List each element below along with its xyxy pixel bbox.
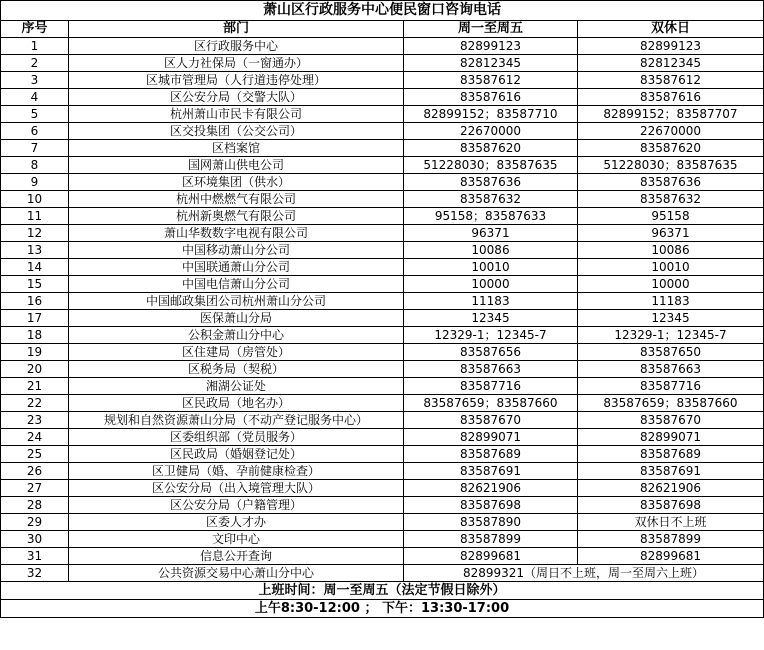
cell-department: 区民政局（婚姻登记处） bbox=[69, 446, 404, 463]
table-row bbox=[1, 310, 764, 327]
table-row bbox=[1, 293, 764, 310]
cell-weekend: 83587636 bbox=[578, 174, 764, 191]
cell-department: 规划和自然资源萧山分局（不动产登记服务中心） bbox=[69, 412, 404, 429]
cell-weekend: 83587663 bbox=[578, 361, 764, 378]
cell-department: 区卫健局（婚、孕前健康检查） bbox=[69, 463, 404, 480]
cell-weekday: 83587636 bbox=[404, 174, 578, 191]
cell-index: 11 bbox=[1, 208, 69, 225]
cell-weekday: 83587612 bbox=[404, 72, 578, 89]
cell-merged-note: 82899321（周日不上班，周一至周六上班） bbox=[404, 565, 764, 582]
table-row bbox=[1, 429, 764, 446]
cell-index: 15 bbox=[1, 276, 69, 293]
cell-index: 30 bbox=[1, 531, 69, 548]
cell-index: 16 bbox=[1, 293, 69, 310]
table-row bbox=[1, 72, 764, 89]
table-row bbox=[1, 191, 764, 208]
cell-weekday: 83587632 bbox=[404, 191, 578, 208]
cell-weekday: 51228030；83587635 bbox=[404, 157, 578, 174]
cell-weekend: 51228030；83587635 bbox=[578, 157, 764, 174]
cell-department: 区委组织部（党员服务） bbox=[69, 429, 404, 446]
table-row bbox=[1, 106, 764, 123]
cell-index: 10 bbox=[1, 191, 69, 208]
cell-weekday: 83587656 bbox=[404, 344, 578, 361]
header-row bbox=[1, 21, 764, 38]
table-row bbox=[1, 565, 764, 582]
cell-department: 萧山华数数字电视有限公司 bbox=[69, 225, 404, 242]
cell-department: 区公安分局（交警大队） bbox=[69, 89, 404, 106]
cell-weekday: 82621906 bbox=[404, 480, 578, 497]
cell-weekend: 83587620 bbox=[578, 140, 764, 157]
cell-index: 8 bbox=[1, 157, 69, 174]
cell-weekday: 10000 bbox=[404, 276, 578, 293]
cell-weekend: 83587689 bbox=[578, 446, 764, 463]
table-row bbox=[1, 395, 764, 412]
cell-weekday: 82899681 bbox=[404, 548, 578, 565]
table-title: 萧山区行政服务中心便民窗口咨询电话 bbox=[1, 1, 764, 21]
cell-department: 中国联通萧山分公司 bbox=[69, 259, 404, 276]
cell-index: 27 bbox=[1, 480, 69, 497]
cell-department: 区税务局（契税） bbox=[69, 361, 404, 378]
table-row bbox=[1, 89, 764, 106]
cell-index: 17 bbox=[1, 310, 69, 327]
cell-weekend: 83587698 bbox=[578, 497, 764, 514]
table-row bbox=[1, 361, 764, 378]
cell-weekday: 82812345 bbox=[404, 55, 578, 72]
footer-detail-row bbox=[1, 600, 764, 618]
cell-index: 18 bbox=[1, 327, 69, 344]
cell-weekend: 12345 bbox=[578, 310, 764, 327]
cell-weekday: 22670000 bbox=[404, 123, 578, 140]
cell-weekend: 83587691 bbox=[578, 463, 764, 480]
cell-index: 31 bbox=[1, 548, 69, 565]
cell-weekday: 11183 bbox=[404, 293, 578, 310]
cell-index: 29 bbox=[1, 514, 69, 531]
cell-index: 9 bbox=[1, 174, 69, 191]
cell-index: 1 bbox=[1, 38, 69, 55]
table-row bbox=[1, 327, 764, 344]
cell-weekend: 10086 bbox=[578, 242, 764, 259]
cell-department: 区人力社保局（一窗通办） bbox=[69, 55, 404, 72]
cell-department: 区公安分局（出入境管理大队） bbox=[69, 480, 404, 497]
cell-weekday: 83587659；83587660 bbox=[404, 395, 578, 412]
cell-department: 信息公开查询 bbox=[69, 548, 404, 565]
cell-weekday: 83587616 bbox=[404, 89, 578, 106]
table-row bbox=[1, 480, 764, 497]
cell-index: 6 bbox=[1, 123, 69, 140]
table-row bbox=[1, 208, 764, 225]
cell-weekday: 82899071 bbox=[404, 429, 578, 446]
cell-weekday: 10010 bbox=[404, 259, 578, 276]
table-row bbox=[1, 38, 764, 55]
cell-department: 区公安分局（户籍管理） bbox=[69, 497, 404, 514]
cell-weekday: 95158；83587633 bbox=[404, 208, 578, 225]
cell-weekend: 83587899 bbox=[578, 531, 764, 548]
cell-weekday: 83587716 bbox=[404, 378, 578, 395]
table-row bbox=[1, 259, 764, 276]
cell-index: 25 bbox=[1, 446, 69, 463]
cell-index: 14 bbox=[1, 259, 69, 276]
cell-weekday: 83587698 bbox=[404, 497, 578, 514]
cell-weekday: 12345 bbox=[404, 310, 578, 327]
cell-index: 3 bbox=[1, 72, 69, 89]
table-row bbox=[1, 412, 764, 429]
cell-weekday: 83587691 bbox=[404, 463, 578, 480]
cell-department: 杭州萧山市民卡有限公司 bbox=[69, 106, 404, 123]
cell-index: 20 bbox=[1, 361, 69, 378]
table-row bbox=[1, 531, 764, 548]
title-row bbox=[1, 1, 764, 21]
office-hours-label: 上班时间：周一至周五（法定节假日除外） bbox=[1, 582, 764, 600]
cell-department: 中国电信萧山分公司 bbox=[69, 276, 404, 293]
cell-weekday: 83587890 bbox=[404, 514, 578, 531]
header-index: 序号 bbox=[1, 21, 69, 38]
table-row bbox=[1, 174, 764, 191]
cell-weekday: 83587670 bbox=[404, 412, 578, 429]
cell-weekday: 82899152；83587710 bbox=[404, 106, 578, 123]
cell-department: 中国邮政集团公司杭州萧山分公司 bbox=[69, 293, 404, 310]
header-department: 部门 bbox=[69, 21, 404, 38]
cell-department: 公共资源交易中心萧山分中心 bbox=[69, 565, 404, 582]
cell-weekday: 83587663 bbox=[404, 361, 578, 378]
cell-weekday: 83587620 bbox=[404, 140, 578, 157]
cell-index: 23 bbox=[1, 412, 69, 429]
cell-department: 区住建局（房管处） bbox=[69, 344, 404, 361]
cell-department: 中国移动萧山分公司 bbox=[69, 242, 404, 259]
cell-department: 湘湖公证处 bbox=[69, 378, 404, 395]
cell-department: 区民政局（地名办） bbox=[69, 395, 404, 412]
cell-weekend: 96371 bbox=[578, 225, 764, 242]
cell-weekend: 22670000 bbox=[578, 123, 764, 140]
cell-weekend: 82899681 bbox=[578, 548, 764, 565]
cell-index: 24 bbox=[1, 429, 69, 446]
table-row bbox=[1, 123, 764, 140]
cell-weekday: 96371 bbox=[404, 225, 578, 242]
cell-department: 公积金萧山分中心 bbox=[69, 327, 404, 344]
footer-hours-row bbox=[1, 582, 764, 600]
cell-weekday: 82899123 bbox=[404, 38, 578, 55]
table-row bbox=[1, 497, 764, 514]
cell-index: 32 bbox=[1, 565, 69, 582]
cell-weekday: 12329-1；12345-7 bbox=[404, 327, 578, 344]
cell-weekday: 83587899 bbox=[404, 531, 578, 548]
cell-department: 杭州中燃燃气有限公司 bbox=[69, 191, 404, 208]
cell-index: 28 bbox=[1, 497, 69, 514]
cell-department: 区行政服务中心 bbox=[69, 38, 404, 55]
cell-weekend: 82899071 bbox=[578, 429, 764, 446]
table-row bbox=[1, 514, 764, 531]
cell-weekday: 83587689 bbox=[404, 446, 578, 463]
cell-weekend: 83587659；83587660 bbox=[578, 395, 764, 412]
cell-department: 区环境集团（供水） bbox=[69, 174, 404, 191]
cell-department: 文印中心 bbox=[69, 531, 404, 548]
table-row bbox=[1, 463, 764, 480]
cell-department: 医保萧山分局 bbox=[69, 310, 404, 327]
header-weekday: 周一至周五 bbox=[404, 21, 578, 38]
table-row bbox=[1, 378, 764, 395]
cell-weekend: 12329-1；12345-7 bbox=[578, 327, 764, 344]
cell-department: 杭州新奥燃气有限公司 bbox=[69, 208, 404, 225]
cell-weekend: 83587632 bbox=[578, 191, 764, 208]
cell-weekend: 双休日不上班 bbox=[578, 514, 764, 531]
cell-weekend: 10000 bbox=[578, 276, 764, 293]
cell-weekend: 82812345 bbox=[578, 55, 764, 72]
cell-index: 26 bbox=[1, 463, 69, 480]
office-hours-detail: 上午8:30-12:00 ； 下午：13:30-17:00 bbox=[1, 600, 764, 618]
cell-weekend: 10010 bbox=[578, 259, 764, 276]
cell-weekend: 83587616 bbox=[578, 89, 764, 106]
cell-index: 13 bbox=[1, 242, 69, 259]
cell-index: 7 bbox=[1, 140, 69, 157]
table-row bbox=[1, 344, 764, 361]
table-row bbox=[1, 446, 764, 463]
cell-weekend: 11183 bbox=[578, 293, 764, 310]
cell-department: 区城市管理局（人行道违停处理） bbox=[69, 72, 404, 89]
cell-weekday: 10086 bbox=[404, 242, 578, 259]
cell-department: 区委人才办 bbox=[69, 514, 404, 531]
cell-index: 22 bbox=[1, 395, 69, 412]
cell-index: 21 bbox=[1, 378, 69, 395]
cell-index: 12 bbox=[1, 225, 69, 242]
cell-weekend: 82899123 bbox=[578, 38, 764, 55]
header-weekend: 双休日 bbox=[578, 21, 764, 38]
cell-index: 4 bbox=[1, 89, 69, 106]
cell-index: 2 bbox=[1, 55, 69, 72]
table-row bbox=[1, 55, 764, 72]
table-row bbox=[1, 242, 764, 259]
cell-weekend: 83587670 bbox=[578, 412, 764, 429]
table-row bbox=[1, 225, 764, 242]
table-row bbox=[1, 276, 764, 293]
cell-index: 19 bbox=[1, 344, 69, 361]
table-row bbox=[1, 157, 764, 174]
cell-index: 5 bbox=[1, 106, 69, 123]
table-row bbox=[1, 140, 764, 157]
cell-weekend: 82621906 bbox=[578, 480, 764, 497]
table-row bbox=[1, 548, 764, 565]
cell-weekend: 83587612 bbox=[578, 72, 764, 89]
cell-weekend: 83587650 bbox=[578, 344, 764, 361]
cell-department: 区档案馆 bbox=[69, 140, 404, 157]
cell-department: 国网萧山供电公司 bbox=[69, 157, 404, 174]
cell-weekend: 83587716 bbox=[578, 378, 764, 395]
cell-weekend: 95158 bbox=[578, 208, 764, 225]
cell-department: 区交投集团（公交公司） bbox=[69, 123, 404, 140]
cell-weekend: 82899152；83587707 bbox=[578, 106, 764, 123]
